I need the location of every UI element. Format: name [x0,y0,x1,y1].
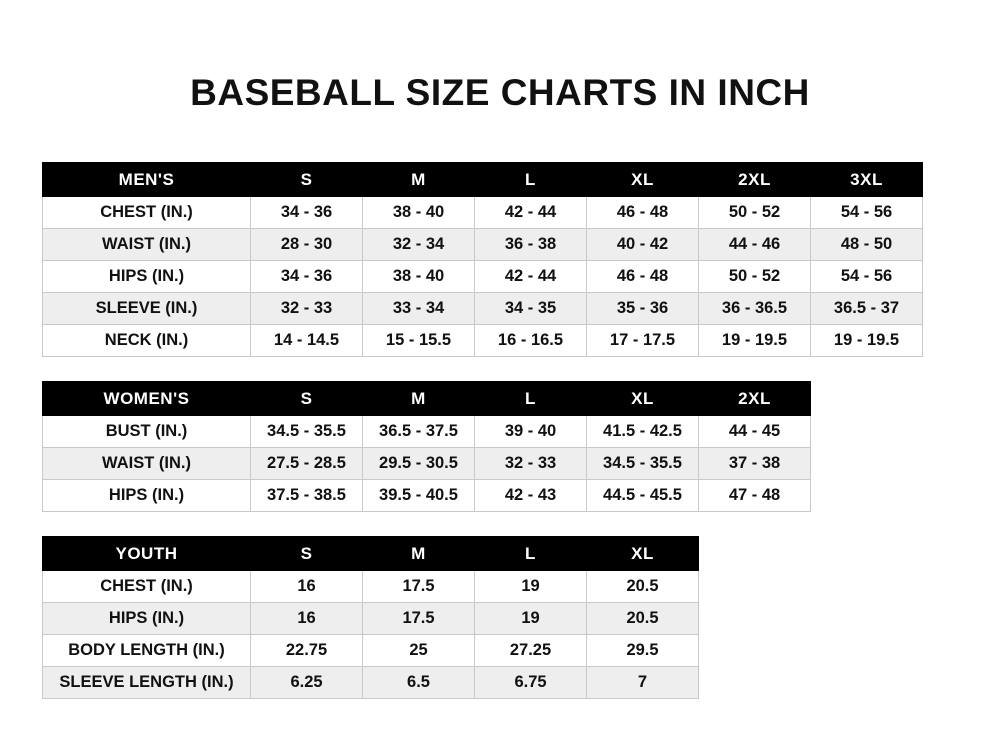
column-header: S [251,163,363,197]
table-cell: 37.5 - 38.5 [251,480,363,512]
table-cell: 17.5 [363,603,475,635]
table-cell: 36.5 - 37 [811,293,923,325]
row-label: WAIST (IN.) [43,448,251,480]
table-cell: 54 - 56 [811,197,923,229]
column-header: S [251,537,363,571]
mens-size-table-block [42,162,958,357]
table-cell: 29.5 - 30.5 [363,448,475,480]
table-cell: 33 - 34 [363,293,475,325]
table-cell: 6.25 [251,667,363,699]
table-row [43,635,699,667]
table-cell: 36 - 38 [475,229,587,261]
table-cell: 6.5 [363,667,475,699]
youth-size-table [42,536,699,699]
table-cell: 20.5 [587,571,699,603]
row-label: WAIST (IN.) [43,229,251,261]
table-cell: 37 - 38 [699,448,811,480]
table-cell: 36 - 36.5 [699,293,811,325]
table-row [43,448,811,480]
table-cell: 20.5 [587,603,699,635]
table-cell: 34 - 36 [251,261,363,293]
row-label: BODY LENGTH (IN.) [43,635,251,667]
table-cell: 46 - 48 [587,197,699,229]
table-cell: 46 - 48 [587,261,699,293]
column-header: M [363,163,475,197]
table-cell: 16 [251,571,363,603]
table-cell: 44 - 45 [699,416,811,448]
table-cell: 25 [363,635,475,667]
column-header: L [475,382,587,416]
tables-container [0,162,1000,699]
table-cell: 48 - 50 [811,229,923,261]
table-cell: 19 - 19.5 [699,325,811,357]
table-cell: 17.5 [363,571,475,603]
table-cell: 22.75 [251,635,363,667]
table-cell: 47 - 48 [699,480,811,512]
table-cell: 32 - 33 [251,293,363,325]
table-row [43,603,699,635]
table-cell: 42 - 44 [475,197,587,229]
table-cell: 19 [475,603,587,635]
table-row [43,261,923,293]
column-header: MEN'S [43,163,251,197]
table-row [43,325,923,357]
row-label: SLEEVE LENGTH (IN.) [43,667,251,699]
column-header: XL [587,163,699,197]
table-cell: 34.5 - 35.5 [587,448,699,480]
table-cell: 34 - 35 [475,293,587,325]
table-row [43,197,923,229]
table-cell: 6.75 [475,667,587,699]
table-row [43,480,811,512]
table-row [43,229,923,261]
table-cell: 36.5 - 37.5 [363,416,475,448]
youth-size-table-block [42,536,958,699]
table-cell: 32 - 34 [363,229,475,261]
table-cell: 14 - 14.5 [251,325,363,357]
table-cell: 42 - 44 [475,261,587,293]
row-label: HIPS (IN.) [43,261,251,293]
table-cell: 29.5 [587,635,699,667]
table-cell: 7 [587,667,699,699]
womens-size-table-block [42,381,958,512]
row-label: HIPS (IN.) [43,480,251,512]
row-label: HIPS (IN.) [43,603,251,635]
table-row [43,571,699,603]
row-label: BUST (IN.) [43,416,251,448]
table-cell: 27.25 [475,635,587,667]
column-header: XL [587,382,699,416]
table-header-row [43,537,699,571]
table-cell: 28 - 30 [251,229,363,261]
column-header: L [475,163,587,197]
table-cell: 41.5 - 42.5 [587,416,699,448]
mens-size-table [42,162,923,357]
table-cell: 54 - 56 [811,261,923,293]
row-label: SLEEVE (IN.) [43,293,251,325]
table-cell: 16 - 16.5 [475,325,587,357]
table-cell: 50 - 52 [699,261,811,293]
column-header: 3XL [811,163,923,197]
table-cell: 35 - 36 [587,293,699,325]
table-cell: 17 - 17.5 [587,325,699,357]
table-cell: 44 - 46 [699,229,811,261]
table-cell: 44.5 - 45.5 [587,480,699,512]
table-cell: 34 - 36 [251,197,363,229]
table-cell: 16 [251,603,363,635]
column-header: S [251,382,363,416]
column-header: XL [587,537,699,571]
table-cell: 40 - 42 [587,229,699,261]
table-cell: 27.5 - 28.5 [251,448,363,480]
table-cell: 50 - 52 [699,197,811,229]
table-row [43,293,923,325]
table-cell: 39.5 - 40.5 [363,480,475,512]
table-header-row [43,163,923,197]
table-row [43,667,699,699]
row-label: NECK (IN.) [43,325,251,357]
page-title: BASEBALL SIZE CHARTS IN INCH [190,72,810,113]
row-label: CHEST (IN.) [43,197,251,229]
column-header: L [475,537,587,571]
table-cell: 34.5 - 35.5 [251,416,363,448]
column-header: WOMEN'S [43,382,251,416]
table-cell: 19 [475,571,587,603]
table-header-row [43,382,811,416]
column-header: M [363,382,475,416]
column-header: M [363,537,475,571]
row-label: CHEST (IN.) [43,571,251,603]
column-header: 2XL [699,382,811,416]
table-cell: 15 - 15.5 [363,325,475,357]
table-cell: 38 - 40 [363,197,475,229]
column-header: YOUTH [43,537,251,571]
table-cell: 19 - 19.5 [811,325,923,357]
table-cell: 39 - 40 [475,416,587,448]
column-header: 2XL [699,163,811,197]
table-row [43,416,811,448]
womens-size-table [42,381,811,512]
table-cell: 38 - 40 [363,261,475,293]
table-cell: 32 - 33 [475,448,587,480]
table-cell: 42 - 43 [475,480,587,512]
